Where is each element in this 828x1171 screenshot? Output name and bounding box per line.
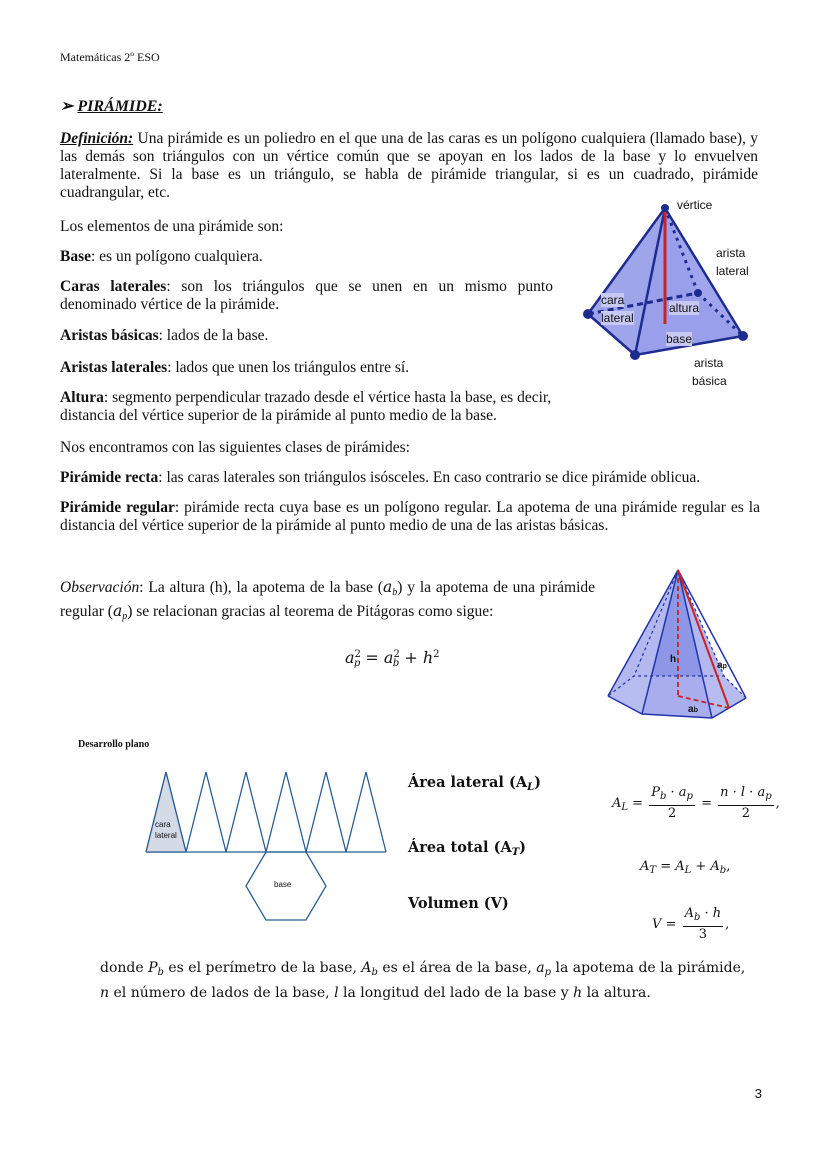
class-regular-pyramid: Pirámide regular: pirámide recta cuya base es un polígono regular. La apotema de una pirámide regular es la distancia del vértice superior de la pirámide al punto medio de una de las aristas básicas. (60, 499, 760, 534)
element-lateral-edges: Aristas laterales: lados que unen los triángulos entre sí. (60, 359, 410, 376)
label-lateral-edge-2: lateral (716, 264, 749, 278)
classes-intro: Nos encontramos con las siguientes clases de pirámides: (60, 439, 410, 456)
label-face-2: lateral (601, 311, 634, 325)
page-header: Matemáticas 2º ESO (60, 50, 160, 64)
element-height: Altura: segmento perpendicular trazado desde el vértice hasta la base, es decir, distancia del vértice superior de la pirámide al punto medio de la base. (60, 389, 552, 424)
label-lateral-edge-1: arista (716, 246, 746, 260)
definition-body: Una pirámide es un poliedro en el que una de las caras es un polígono cualquiera (llamado base), y las demás son triángulos con un vértice común que se apoyan en los lados de la base y lo envuelven lateralmente. Si la base es un triángulo, se habla de pirámide triangular, si es un cuadrado, pirámide cuadrangular, etc. (60, 130, 758, 201)
label-height: altura (669, 301, 700, 315)
element-lateral-faces: Caras laterales: son los triángulos que se unen en un mismo punto denominado vértice de la pirámide. (60, 278, 553, 313)
label-base-edge-2: básica (692, 374, 727, 388)
label-vertex: vértice (677, 198, 713, 212)
label-face-1: cara (601, 293, 625, 307)
net-face-2: lateral (155, 831, 177, 840)
page-number: 3 (754, 1086, 762, 1101)
label-base-edge-1: arista (694, 356, 724, 370)
net-base: base (274, 880, 292, 889)
volume-formula: V = $\frac{A_b \cdot h}{3}$ , (652, 906, 730, 942)
elements-intro: Los elementos de una pirámide son: (60, 218, 284, 235)
total-area-label: Área total $(A_T)$ (408, 839, 527, 858)
lateral-area-label: Área lateral $(A_L)$ (408, 774, 541, 793)
lateral-area-formula: $A_L$ = $\frac{P_b \cdot a_p}{2}$ = $\frac{n \cdot l \cdot a_p}{2}$ , (612, 785, 780, 821)
section-title-text: PIRÁMIDE: (77, 98, 163, 115)
volume-label: Volumen (V) (408, 895, 509, 912)
section-title (60, 96, 163, 116)
label-ap: ap (717, 660, 727, 671)
net-title: Desarrollo plano (78, 739, 150, 750)
pythagoras-formula: $a^2_p = a^2_b + h^2$ (345, 648, 440, 669)
arrow-bullet-icon: ➢ (60, 98, 74, 115)
observation-paragraph: Observación: La altura (h), la apotema de la base $(a_b)$ y la apotema de una pirámide regular $(a_p)$ se relacionan gracias al teorema de Pitágoras como sigue: (60, 578, 596, 622)
formula-footnote: donde $P_b$ es el perímetro de la base, $A_b$ es el área de la base, $a_p$ la apotema de la pirámide, n el número de lados de la base, l la longitud del lado de la base y h la altura. (100, 960, 746, 1001)
net-face-1: cara (155, 820, 171, 829)
class-right-pyramid: Pirámide recta: las caras laterales son triángulos isósceles. En caso contrario se dice pirámide oblicua. (60, 469, 701, 486)
definition-term: Definición: (60, 130, 134, 147)
label-base: base (666, 332, 693, 346)
pyramid-net-diagram (142, 768, 392, 928)
total-area-formula: $A_T = A_L + A_b$, (640, 859, 731, 876)
definition-paragraph (60, 130, 758, 202)
element-base-edges: Aristas básicas: lados de la base. (60, 327, 269, 344)
label-h: h (670, 654, 677, 665)
hexagonal-pyramid-diagram (604, 566, 754, 722)
element-base: Base: es un polígono cualquiera. (60, 248, 263, 265)
label-ab: ab (688, 704, 698, 715)
